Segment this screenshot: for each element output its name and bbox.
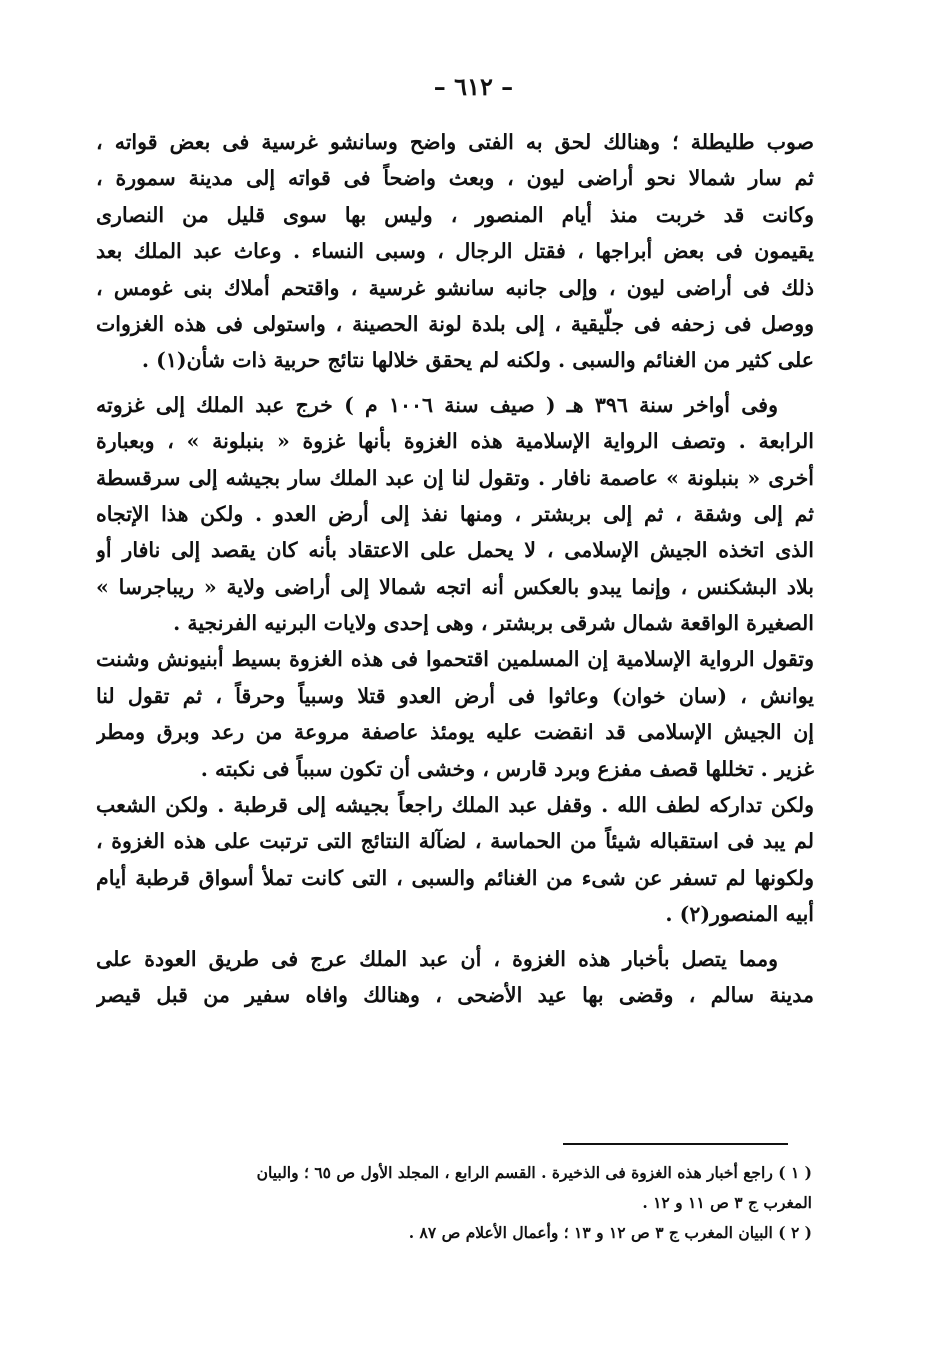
page-number: – ٦١٢ – xyxy=(433,72,514,101)
text-line: الرابعة . وتصف الرواية الإسلامية هذه الغزوة بأنها غزوة « بنبلونة » ، وبعبارة xyxy=(96,429,814,454)
text-line: ثم إلى وشقة ، ثم إلى بربشتر ، ومنها نفذ إلى أرض العدو . ولكن هذا الإتجاه xyxy=(96,501,814,526)
text-line: صوب طليطلة ؛ وهنالك لحق به الفتى واضح وسانشو غرسية فى بعض قواته ، xyxy=(96,130,814,154)
text-line: وكانت قد خربت منذ أيام المنصور ، وليس بها سوى قليل من النصارى xyxy=(96,202,814,227)
text-line: لم يبد فى استقباله شيئاً من الحماسة ، لضآلة النتائج التى ترتبت على هذه الغزوة ، xyxy=(96,829,814,854)
text-line: أبيه المنصور(٢) . xyxy=(665,902,814,927)
text-line: يوانش ، (سان خوان) وعاثوا فى أرض العدو قتلا وسبياً وحرقاً ، ثم تقول لنا xyxy=(96,683,814,708)
text-line: بلاد البشكنس ، وإنما يبدو بالعكس أنه اتجه شمالا إلى أراضى ولاية « ريباجرسا » xyxy=(96,574,814,599)
text-line: الذى اتخذه الجيش الإسلامى ، لا يحمل على الاعتقاد بأنه كان يقصد إلى نافار أو xyxy=(96,538,814,563)
text-line: ذلك فى أراضى ليون ، وإلى جانبه سانشو غرسية ، واقتحم أملاك بنى غومس ، xyxy=(96,275,814,300)
text-line: ولكن تداركه لطف الله . وقفل عبد الملك راجعاً بجيشه إلى قرطبة . ولكن الشعب xyxy=(96,793,814,818)
body-text xyxy=(96,124,814,1013)
footnote-divider xyxy=(563,1143,788,1145)
text-line: مدينة سالم ، وقضى بها عيد الأضحى ، وهنالك وافاه سفير من قبل قيصر xyxy=(96,982,814,1007)
text-line: ولكونها لم تسفر عن شىء من الغنائم والسبى ، التى كانت تملأ أسواق قرطبة أيام xyxy=(96,865,814,890)
text-line: على كثير من الغنائم والسبى . ولكنه لم يحقق خلالها نتائج حربية ذات شأن(١) . xyxy=(141,348,814,373)
text-line: الصغيرة الواقعة شمال شرقى بربشتر ، وهى إحدى ولايات البرنيه الفرنجية . xyxy=(173,611,814,636)
footnote-line: المغرب ج ٣ ص ١١ و ١٢ . xyxy=(642,1193,812,1212)
text-line: وتقول الرواية الإسلامية إن المسلمين اقتحموا فى هذه الغزوة بسيط أبنيونش وشنت xyxy=(96,647,814,672)
footnote-line: ( ١ ) راجع أخبار هذه الغزوة فى الذخيرة . القسم الرابع ، المجلد الأول ص ٦٥ ؛ والبيان xyxy=(256,1163,812,1182)
footnote-line: ( ٢ ) البيان المغرب ج ٣ ص ١٢ و ١٣ ؛ وأعمال الأعلام ص ٨٧ . xyxy=(408,1223,812,1242)
footnotes xyxy=(240,1158,812,1248)
text-line: ومما يتصل بأخبار هذه الغزوة ، أن عبد الملك عرج فى طريق العودة على xyxy=(96,946,778,971)
text-line: إن الجيش الإسلامى قد انقضت عليه يومئذ عاصفة مروعة من رعد وبرق ومطر xyxy=(96,720,814,745)
text-line: غزير . تخللها قصف مفزع وبرد قارس ، وخشى أن تكون سبباً فى نكبته . xyxy=(200,756,814,781)
text-line: وفى أواخر سنة ٣٩٦ هـ ( صيف سنة ١٠٠٦ م ) خرج عبد الملك إلى غزوته xyxy=(96,392,779,417)
text-line: يقيمون فى بعض أبراجها ، فقتل الرجال ، وسبى النساء . وعاث عبد الملك بعد xyxy=(96,239,814,264)
text-line: أخرى « بنبلونة » عاصمة نافار . وتقول لنا إن عبد الملك سار بجيشه إلى سرقسطة xyxy=(96,465,814,490)
text-line: ثم سار شمالا نحو أراضى ليون ، وبعث واضحاً فى قواته إلى مدينة سمورة ، xyxy=(96,166,814,191)
text-line: ووصل فى زحفه فى جلّيقية ، إلى بلدة لونة الحصينة ، واستولى فى هذه الغزوات xyxy=(96,311,814,336)
